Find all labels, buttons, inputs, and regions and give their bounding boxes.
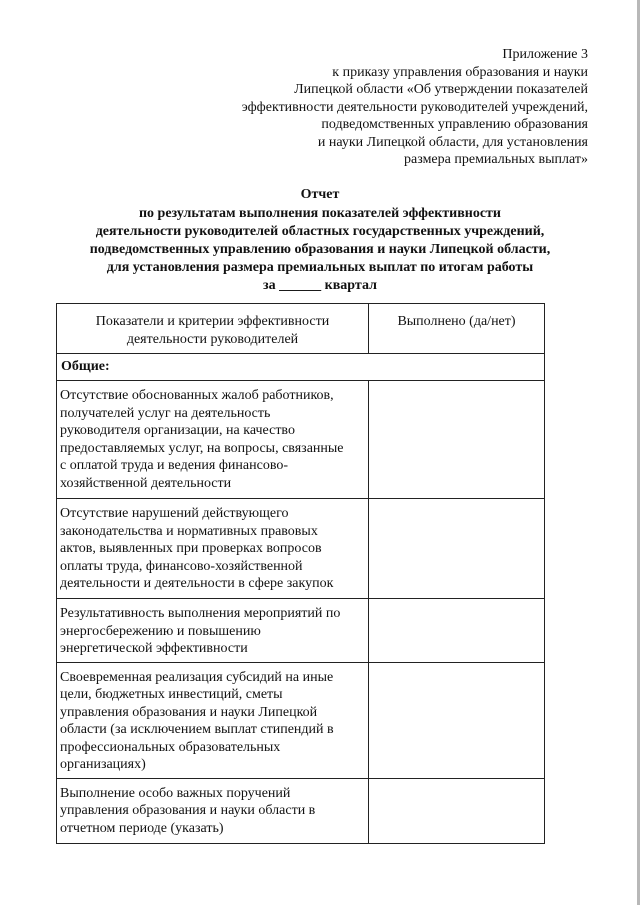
table-row <box>57 499 545 599</box>
criterion-line: хозяйственной деятельности <box>60 475 232 491</box>
appendix-header <box>168 46 588 169</box>
criterion-line: актов, выявленных при проверках вопросов <box>60 541 322 556</box>
table-row <box>57 662 545 778</box>
appendix-line: и науки Липецкой области, для установления <box>317 134 588 150</box>
header-line: Показатели и критерии эффективности <box>95 314 330 329</box>
criterion-line: Отсутствие обоснованных жалоб работников, <box>60 388 334 403</box>
report-heading <box>40 186 600 295</box>
criterion-line: руководителя организации, на качество <box>60 423 295 438</box>
criterion-line: энергосбережению и повышению <box>60 623 261 639</box>
criterion-line: Отсутствие нарушений действующего <box>60 506 289 521</box>
section-row <box>57 354 545 381</box>
criterion-line: деятельности и деятельности в сфере закупок <box>60 576 334 591</box>
criterion-line: управления образования и науки Липецкой <box>60 704 318 720</box>
report-subtitle-line: для установления размера премиальных выплат по итогам работы <box>106 260 534 275</box>
done-cell[interactable] <box>369 381 545 499</box>
criterion-cell <box>57 499 369 599</box>
report-subtitle-line: деятельности руководителей областных государственных учреждений, <box>95 224 545 239</box>
criterion-line: Выполнение особо важных поручений <box>60 785 291 801</box>
done-column-header: Выполнено (да/нет) <box>369 304 545 354</box>
criterion-line: предоставляемых услуг, на вопросы, связанные <box>60 440 344 456</box>
criterion-line: получателей услуг на деятельность <box>60 405 271 421</box>
appendix-line: к приказу управления образования и науки <box>332 64 588 80</box>
table-row <box>57 778 545 843</box>
report-title: Отчет <box>300 187 340 202</box>
criteria-table <box>56 303 545 844</box>
appendix-line: подведомственных управлению образования <box>321 117 588 132</box>
appendix-line: размера премиальных выплат» <box>404 152 588 167</box>
criterion-line: законодательства и нормативных правовых <box>60 523 318 539</box>
criterion-line: организациях) <box>60 757 146 772</box>
header-line: деятельности руководителей <box>126 331 299 347</box>
done-cell[interactable] <box>369 778 545 843</box>
criterion-line: цели, бюджетных инвестиций, сметы <box>60 687 283 702</box>
criterion-line: Своевременная реализация субсидий на иные <box>60 669 334 685</box>
criterion-line: управления образования и науки области в <box>60 803 316 818</box>
appendix-line: Липецкой области «Об утверждении показателей <box>294 82 588 97</box>
criterion-line: области (за исключением выплат стипендий в <box>60 722 334 737</box>
criterion-line: Результативность выполнения мероприятий по <box>60 606 341 621</box>
appendix-line: эффективности деятельности руководителей учреждений, <box>241 99 588 115</box>
criterion-line: оплаты труда, финансово-хозяйственной <box>60 558 303 574</box>
table-row <box>57 599 545 663</box>
done-cell[interactable] <box>369 499 545 599</box>
report-subtitle-line: подведомственных управлению образования и науки Липецкой области, <box>89 242 551 257</box>
table-row <box>57 381 545 499</box>
done-cell[interactable] <box>369 662 545 778</box>
done-cell[interactable] <box>369 599 545 663</box>
criterion-line: с оплатой труда и ведения финансово- <box>60 458 288 473</box>
section-label: Общие: <box>57 354 545 381</box>
report-period-line: за ______ квартал <box>263 278 377 293</box>
report-subtitle-line: по результатам выполнения показателей эффективности <box>138 206 502 221</box>
criteria-column-header <box>57 304 369 354</box>
criterion-line: отчетном периоде (указать) <box>60 820 224 836</box>
table-header-row <box>57 304 545 354</box>
criterion-line: профессиональных образовательных <box>60 739 281 755</box>
criterion-cell <box>57 662 369 778</box>
criterion-cell <box>57 599 369 663</box>
criterion-cell <box>57 381 369 499</box>
criterion-line: энергетической эффективности <box>60 641 248 656</box>
appendix-line: Приложение 3 <box>502 47 588 62</box>
criterion-cell <box>57 778 369 843</box>
